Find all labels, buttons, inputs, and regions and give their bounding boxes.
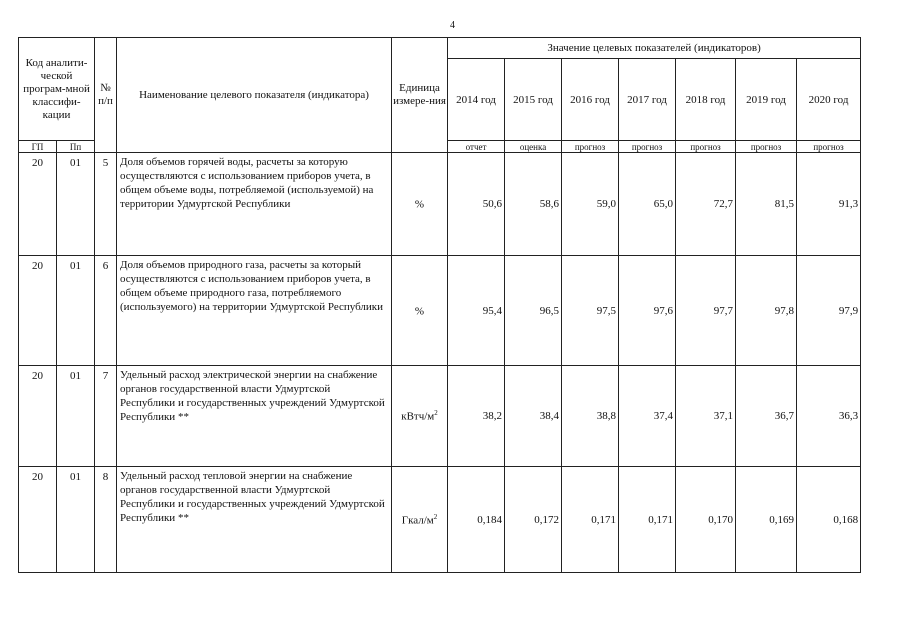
- header-code: Код аналити-ческой програм-мной классифи-кации: [19, 38, 95, 141]
- row-value: 97,6: [619, 256, 676, 366]
- row-value: 97,9: [797, 256, 861, 366]
- page-number: 4: [450, 20, 455, 31]
- row-number: 5: [95, 153, 117, 256]
- row-indicator-name: Доля объемов природного газа, расчеты за который осуществляются с использованием приборов учета, в общем объеме природного газа, потребляемого (используемого) на территории Удмуртской Республики: [117, 256, 392, 366]
- row-value: 0,172: [505, 467, 562, 573]
- table-row: [19, 153, 861, 256]
- row-value: 0,169: [736, 467, 797, 573]
- header-status: оценка: [505, 141, 562, 153]
- row-unit: Гкал/$м^2$: [392, 467, 448, 573]
- row-value: 65,0: [619, 153, 676, 256]
- row-value: 58,6: [505, 153, 562, 256]
- header-year: 2016 год: [562, 59, 619, 141]
- header-status: отчет: [448, 141, 505, 153]
- header-status: прогноз: [562, 141, 619, 153]
- row-value: 72,7: [676, 153, 736, 256]
- header-status: прогноз: [619, 141, 676, 153]
- header-unit: Единица измере-ния: [392, 38, 448, 153]
- row-pp: 01: [57, 256, 95, 366]
- row-value: 97,7: [676, 256, 736, 366]
- header-year: 2019 год: [736, 59, 797, 141]
- row-unit: %: [392, 153, 448, 256]
- row-value: 0,184: [448, 467, 505, 573]
- row-unit: %: [392, 256, 448, 366]
- table-row: [19, 467, 861, 573]
- header-status: прогноз: [736, 141, 797, 153]
- header-number: № п/п: [95, 38, 117, 153]
- row-value: 0,171: [562, 467, 619, 573]
- table-row: [19, 366, 861, 467]
- row-value: 96,5: [505, 256, 562, 366]
- row-number: 6: [95, 256, 117, 366]
- header-year: 2018 год: [676, 59, 736, 141]
- row-unit: кВтч/$м^2$: [392, 366, 448, 467]
- row-value: 37,1: [676, 366, 736, 467]
- header-gp: ГП: [19, 141, 57, 153]
- row-indicator-name: Удельный расход тепловой энергии на снабжение органов государственной власти Удмуртской Республики и государственных учреждений Удмуртской Республики **: [117, 467, 392, 573]
- row-value: 50,6: [448, 153, 505, 256]
- row-indicator-name: Удельный расход электрической энергии на снабжение органов государственной власти Удмуртской Республики и государственных учреждений Удмуртской Республики **: [117, 366, 392, 467]
- row-value: 38,2: [448, 366, 505, 467]
- header-pp: Пп: [57, 141, 95, 153]
- row-indicator-name: Доля объемов горячей воды, расчеты за которую осуществляются с использованием приборов учета, в общем объеме воды, потребляемой (используемой) на территории Удмуртской Республики: [117, 153, 392, 256]
- header-year: 2015 год: [505, 59, 562, 141]
- row-number: 7: [95, 366, 117, 467]
- row-value: 59,0: [562, 153, 619, 256]
- header-year: 2020 год: [797, 59, 861, 141]
- header-year: 2017 год: [619, 59, 676, 141]
- row-value: 36,7: [736, 366, 797, 467]
- header-year: 2014 год: [448, 59, 505, 141]
- row-value: 97,8: [736, 256, 797, 366]
- row-value: 0,170: [676, 467, 736, 573]
- row-gp: 20: [19, 153, 57, 256]
- row-value: 0,171: [619, 467, 676, 573]
- row-gp: 20: [19, 467, 57, 573]
- row-value: 37,4: [619, 366, 676, 467]
- row-value: 36,3: [797, 366, 861, 467]
- row-value: 38,8: [562, 366, 619, 467]
- row-value: 97,5: [562, 256, 619, 366]
- row-gp: 20: [19, 256, 57, 366]
- table-row: [19, 256, 861, 366]
- row-value: 95,4: [448, 256, 505, 366]
- header-status: прогноз: [676, 141, 736, 153]
- header-values-group: Значение целевых показателей (индикаторов): [448, 38, 861, 59]
- row-value: 81,5: [736, 153, 797, 256]
- row-pp: 01: [57, 153, 95, 256]
- row-pp: 01: [57, 467, 95, 573]
- row-value: 0,168: [797, 467, 861, 573]
- row-value: 38,4: [505, 366, 562, 467]
- row-pp: 01: [57, 366, 95, 467]
- header-indicator-name: Наименование целевого показателя (индикатора): [117, 38, 392, 153]
- row-number: 8: [95, 467, 117, 573]
- indicators-table: [18, 37, 861, 573]
- row-gp: 20: [19, 366, 57, 467]
- row-value: 91,3: [797, 153, 861, 256]
- header-status: прогноз: [797, 141, 861, 153]
